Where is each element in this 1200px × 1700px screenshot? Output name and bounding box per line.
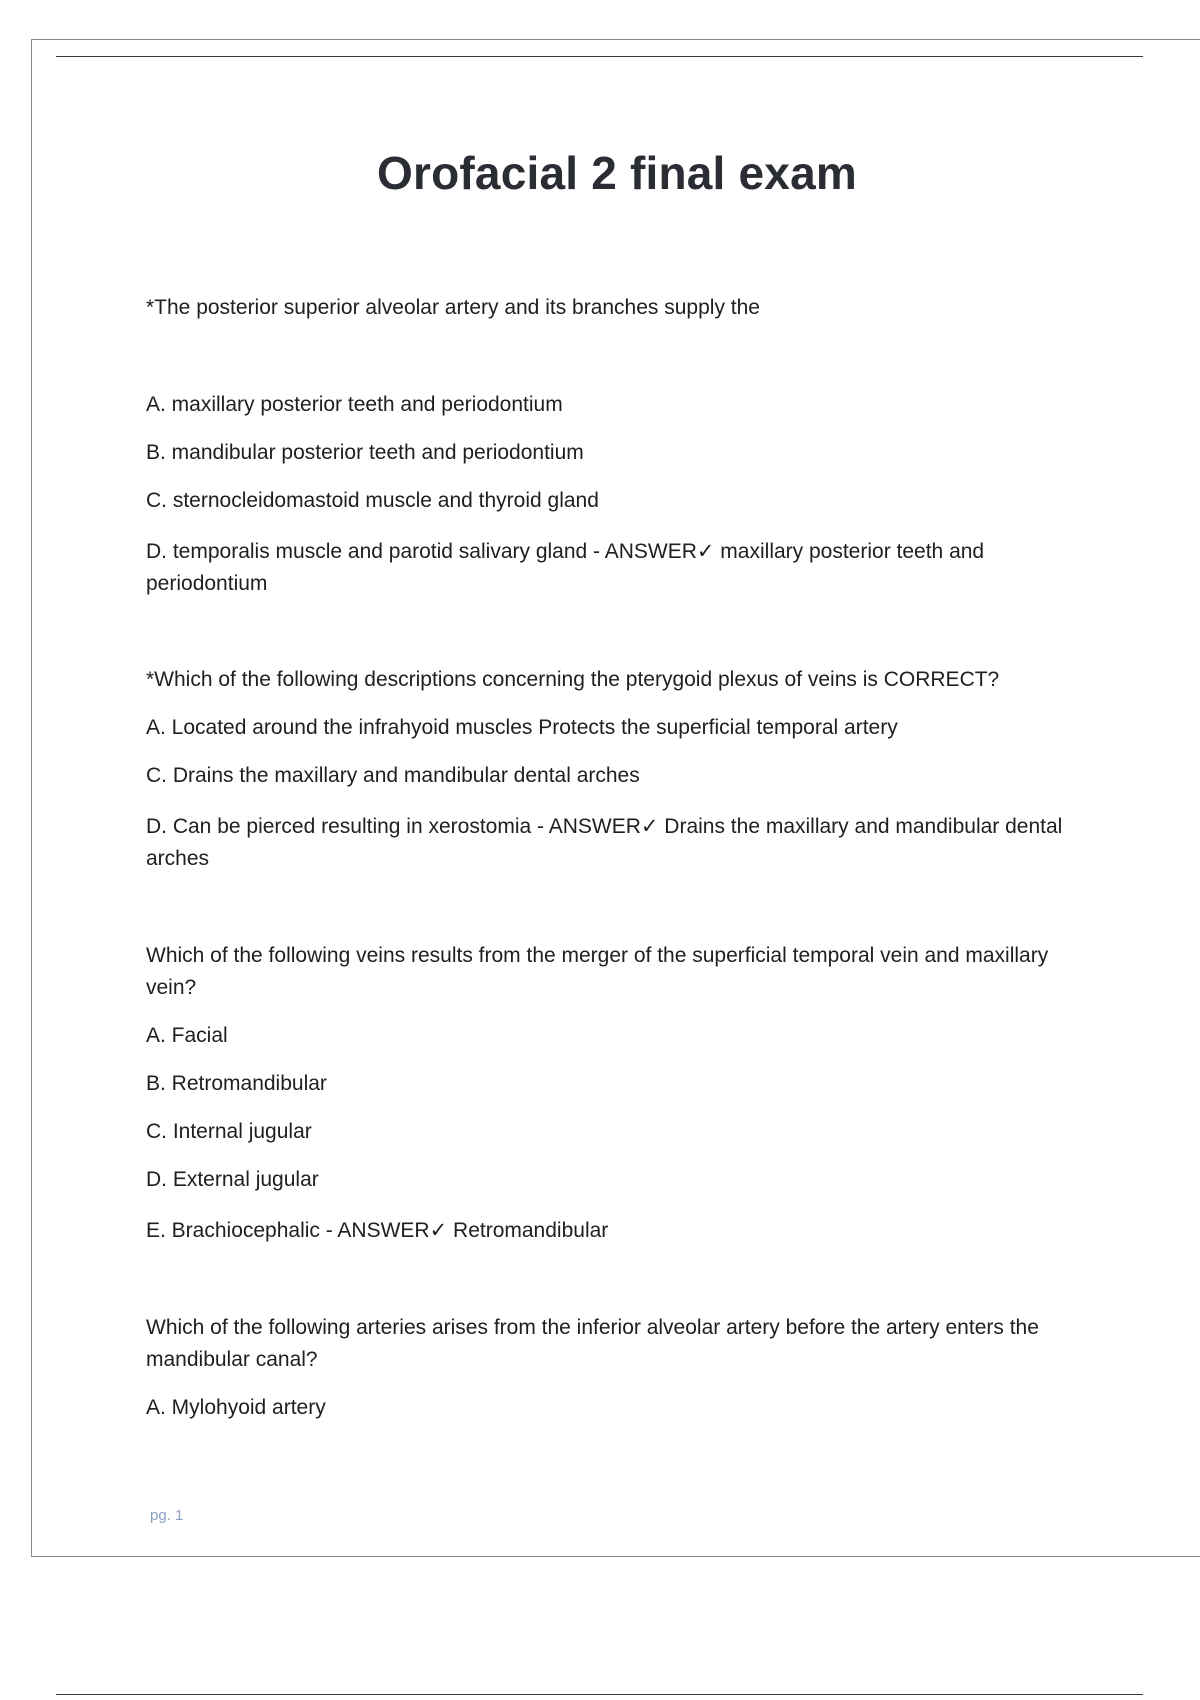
question-1-option-a: A. maxillary posterior teeth and periodontium [146,393,563,416]
question-4-stem: Which of the following arteries arises from the inferior alveolar artery before the artery enters the mandibular canal? [146,1316,1039,1371]
page-number: pg. 1 [150,1507,184,1524]
question-1-option-d-answer: D. temporalis muscle and parotid salivary gland - ANSWER✓ maxillary posterior teeth and periodontium [146,540,985,595]
question-4-option-a: A. Mylohyoid artery [146,1396,326,1419]
document-title: Orofacial 2 final exam [377,147,857,199]
question-3-option-b: B. Retromandibular [146,1072,327,1095]
question-3-option-d: D. External jugular [146,1168,319,1191]
question-3-option-a: A. Facial [146,1024,228,1047]
question-2-option-d-answer: D. Can be pierced resulting in xerostomia - ANSWER✓ Drains the maxillary and mandibular dental arches [146,815,1063,870]
question-3-option-e-answer: E. Brachiocephalic - ANSWER✓ Retromandibular [146,1219,609,1242]
question-3-option-c: C. Internal jugular [146,1120,312,1143]
question-2-option-a: A. Located around the infrahyoid muscles Protects the superficial temporal artery [146,716,898,739]
question-1-option-c: C. sternocleidomastoid muscle and thyroid gland [146,489,599,512]
next-page-rule [56,1694,1143,1695]
question-1-stem: *The posterior superior alveolar artery and its branches supply the [146,296,760,319]
question-1-option-b: B. mandibular posterior teeth and periodontium [146,441,584,464]
question-2-option-c: C. Drains the maxillary and mandibular dental arches [146,764,640,787]
header-rule [56,56,1143,57]
question-3-stem: Which of the following veins results from the merger of the superficial temporal vein and maxillary vein? [146,944,1049,999]
question-2-stem: *Which of the following descriptions concerning the pterygoid plexus of veins is CORRECT? [146,668,1000,691]
